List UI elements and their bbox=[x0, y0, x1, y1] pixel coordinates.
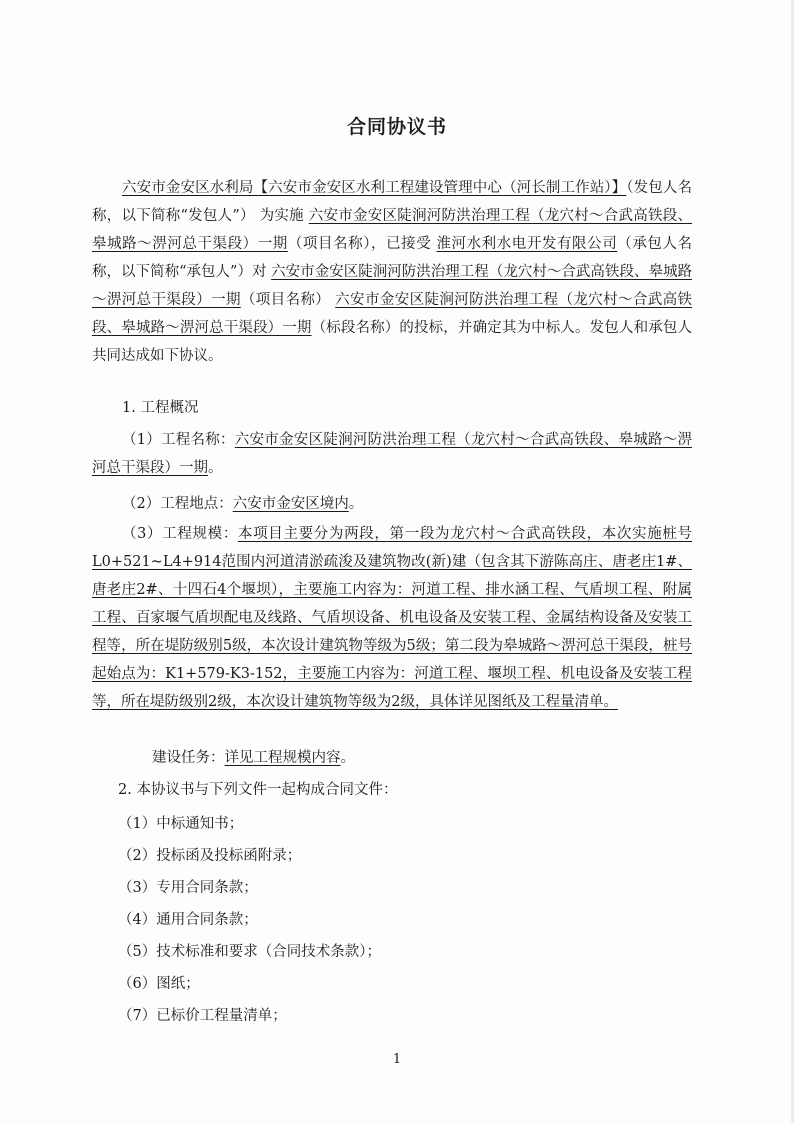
item2-label: （2）工程地点： bbox=[122, 496, 233, 512]
item3-label: （3）工程规模： bbox=[122, 526, 238, 542]
item2-end: 。 bbox=[348, 496, 364, 512]
task-value: 详见工程规模内容 bbox=[224, 750, 341, 766]
item2-value: 六安市金安区境内 bbox=[232, 496, 349, 512]
contract-doc-item: （7）已标价工程量清单； bbox=[118, 1008, 287, 1024]
intro-text-2: （项目名称），已接受 bbox=[287, 236, 432, 252]
item2-engineering-location bbox=[122, 490, 722, 518]
item1-end: 。 bbox=[208, 460, 223, 476]
contract-doc-item: （5）技术标准和要求（合同技术条款）； bbox=[118, 944, 381, 960]
document-title: 合同协议书 bbox=[346, 116, 447, 138]
intro-text-4: （项目名称） bbox=[240, 292, 331, 308]
contract-doc-item: （1）中标通知书； bbox=[118, 816, 244, 832]
task-label: 建设任务： bbox=[152, 750, 225, 766]
construction-task bbox=[152, 744, 752, 772]
item1-label: （1）工程名称： bbox=[122, 432, 235, 448]
section-name: 六安市金安区陡涧河防洪治理工程（龙穴村～合武高铁段、皋城路～淠河总干渠段）一期 bbox=[92, 292, 693, 336]
intro-text-5: （标段名称）的投标，并确定其为中标人。发包人和承包人共同达成如下协议。 bbox=[92, 320, 692, 364]
project-name-2: 六安市金安区陡涧河防洪治理工程（龙穴村～合武高铁段、皋城路～淠河总干渠段）一期 bbox=[92, 264, 692, 308]
intro-text-1: （发包人名称，以下简称“发包人”） 为实施 bbox=[92, 180, 693, 224]
contractor-name: 淮河水利水电开发有限公司 bbox=[436, 236, 618, 252]
project-name-1: 六安市金安区陡涧河防洪治理工程（龙穴村～合武高铁段、皋城路～淠河总干渠段）一期 bbox=[92, 208, 693, 252]
page-number: 1 bbox=[392, 1052, 402, 1067]
contract-doc-item: （6）图纸； bbox=[118, 976, 200, 992]
section1-heading: 1. 工程概况 bbox=[122, 400, 199, 416]
contract-doc-item: （4）通用合同条款； bbox=[118, 912, 258, 928]
intro-paragraph bbox=[92, 174, 692, 370]
task-end: 。 bbox=[340, 750, 355, 766]
employer-name: 六安市金安区水利局【六安市金安区水利工程建设管理中心（河长制工作站）】 bbox=[122, 180, 627, 196]
item3-engineering-scale bbox=[92, 520, 692, 716]
section2-heading: 2. 本协议书与下列文件一起构成合同文件： bbox=[118, 782, 398, 798]
intro-text-3: （承包人名称，以下简称“承包人”）对 bbox=[92, 236, 693, 280]
contract-doc-item: （2）投标函及投标函附录； bbox=[118, 848, 302, 864]
item1-engineering-name bbox=[92, 426, 692, 482]
item3-value: 本项目主要分为两段，第一段为龙穴村～合武高铁段，本次实施桩号L0+521~L4+914范围内河道清淤疏浚及建筑物改(新)建（包含其下游陈高庄、唐老庄1#、唐老庄2#、十四石4个堰坝），主要施工内容为：河道工程、排水涵工程、气盾坝工程、附属工程、百家堰气盾坝配电及线路、气盾坝设备、机电设备及安装工程、金属结构设备及安装工程等，所在堤防级别5级，本次设计建筑物等级为5级；第二段为皋城路～淠河总干渠段，桩号起始点为：K1+579-K3-152，主要施工内容为：河道工程、堰坝工程、机电设备及安装工程等，所在堤防级别2级，本次设计建筑物等级为2级，具体详见图纸及工程量清单。 bbox=[92, 526, 693, 710]
contract-doc-item: （3）专用合同条款； bbox=[118, 880, 258, 896]
item1-value: 六安市金安区陡涧河防洪治理工程（龙穴村～合武高铁段、皋城路～淠河总干渠段）一期 bbox=[92, 432, 692, 476]
